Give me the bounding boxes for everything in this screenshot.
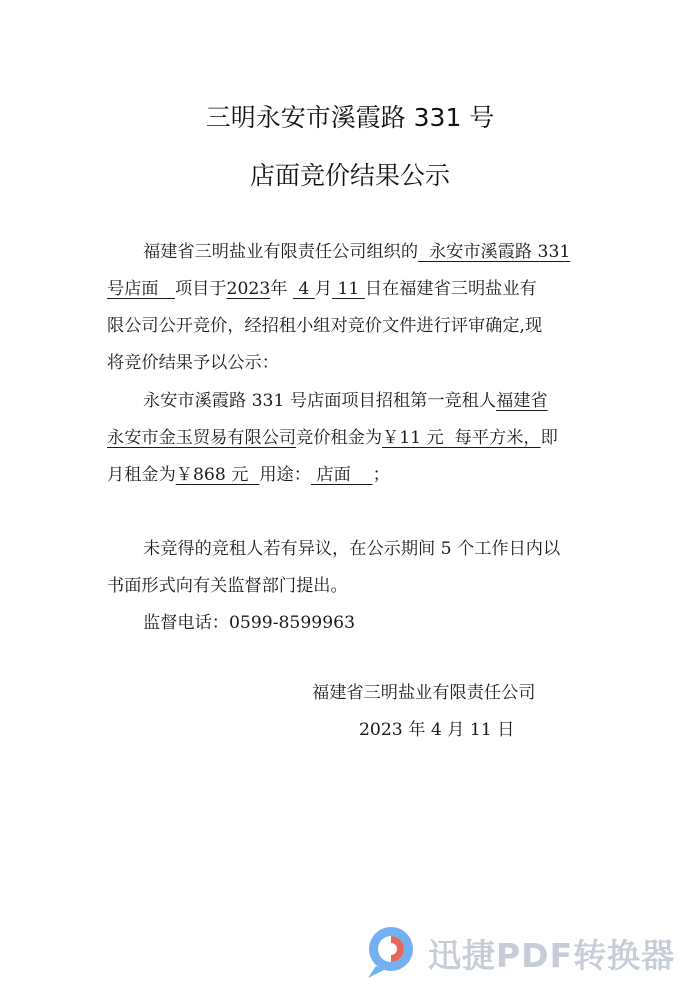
p1-month: 4 [292, 279, 315, 299]
watermark-text: 迅捷PDF转换器 [428, 936, 676, 975]
paragraph1-line4: 将竞价结果予以公示： [107, 353, 279, 373]
pdf-converter-logo-icon [358, 922, 420, 982]
signature-company: 福建省三明盐业有限责任公司 [312, 683, 536, 703]
p1-day-rest: 日在福建省三明盐业有 [364, 279, 537, 299]
supervision-phone-label: 监督电话： [143, 613, 229, 633]
p2-bidder-name: 永安市金玉贸易有限公司 [107, 428, 297, 448]
p1-project-name-cont: 号店面 [107, 279, 175, 299]
paragraph2-line2 [107, 426, 558, 450]
p2-usage: 店面 [310, 465, 373, 485]
p2-bidder-name-start: 福建省 [496, 391, 548, 411]
supervision-phone-line [143, 611, 355, 635]
paragraph3-line1: 未竞得的竞租人若有异议，在公示期间 5 个工作日内以 [143, 539, 561, 559]
paragraph1-line2 [107, 277, 537, 301]
signature-date: 2023 年 4 月 11 日 [359, 720, 515, 740]
p2-usage-label: 用途： [259, 465, 311, 485]
p1-day: 11 [332, 279, 365, 299]
paragraph2-line3 [107, 463, 390, 487]
p2-monthly-rent-label: 月租金为 [107, 465, 176, 485]
p2-rent-per-sqm: ￥11 元 每平方米， [382, 428, 541, 448]
p1-month-unit: 月 [314, 279, 333, 299]
document-title-line1: 三明永安市溪霞路 331 号 [205, 103, 495, 132]
p2-bidder-intro: 永安市溪霞路 331 号店面项目招租第一竞租人 [143, 391, 497, 411]
p2-monthly-rent: ￥868 元 [175, 465, 260, 485]
supervision-phone-number: 0599-8599963 [228, 613, 356, 633]
p2-semicolon: ； [372, 465, 390, 485]
p2-rent-connector: 即 [540, 428, 558, 448]
p2-rent-label: 竞价租金为 [296, 428, 383, 448]
paragraph1-line3: 限公司公开竞价，经招租小组对竞价文件进行评审确定,现 [107, 316, 543, 336]
paragraph1-line1 [143, 240, 570, 264]
p1-project-text: 项目于 [174, 279, 227, 299]
document-title-line2: 店面竞价结果公示 [249, 161, 450, 190]
p1-project-name-underlined: 永安市溪霞路 331 [418, 242, 571, 262]
p1-organizer-text: 福建省三明盐业有限责任公司组织的 [143, 242, 419, 262]
p1-year-unit: 年 [270, 279, 293, 299]
watermark [358, 922, 688, 982]
paragraph3-line2: 书面形式向有关监督部门提出。 [107, 576, 348, 596]
paragraph2-line1 [143, 389, 548, 413]
p1-year: 2023 [226, 279, 271, 299]
